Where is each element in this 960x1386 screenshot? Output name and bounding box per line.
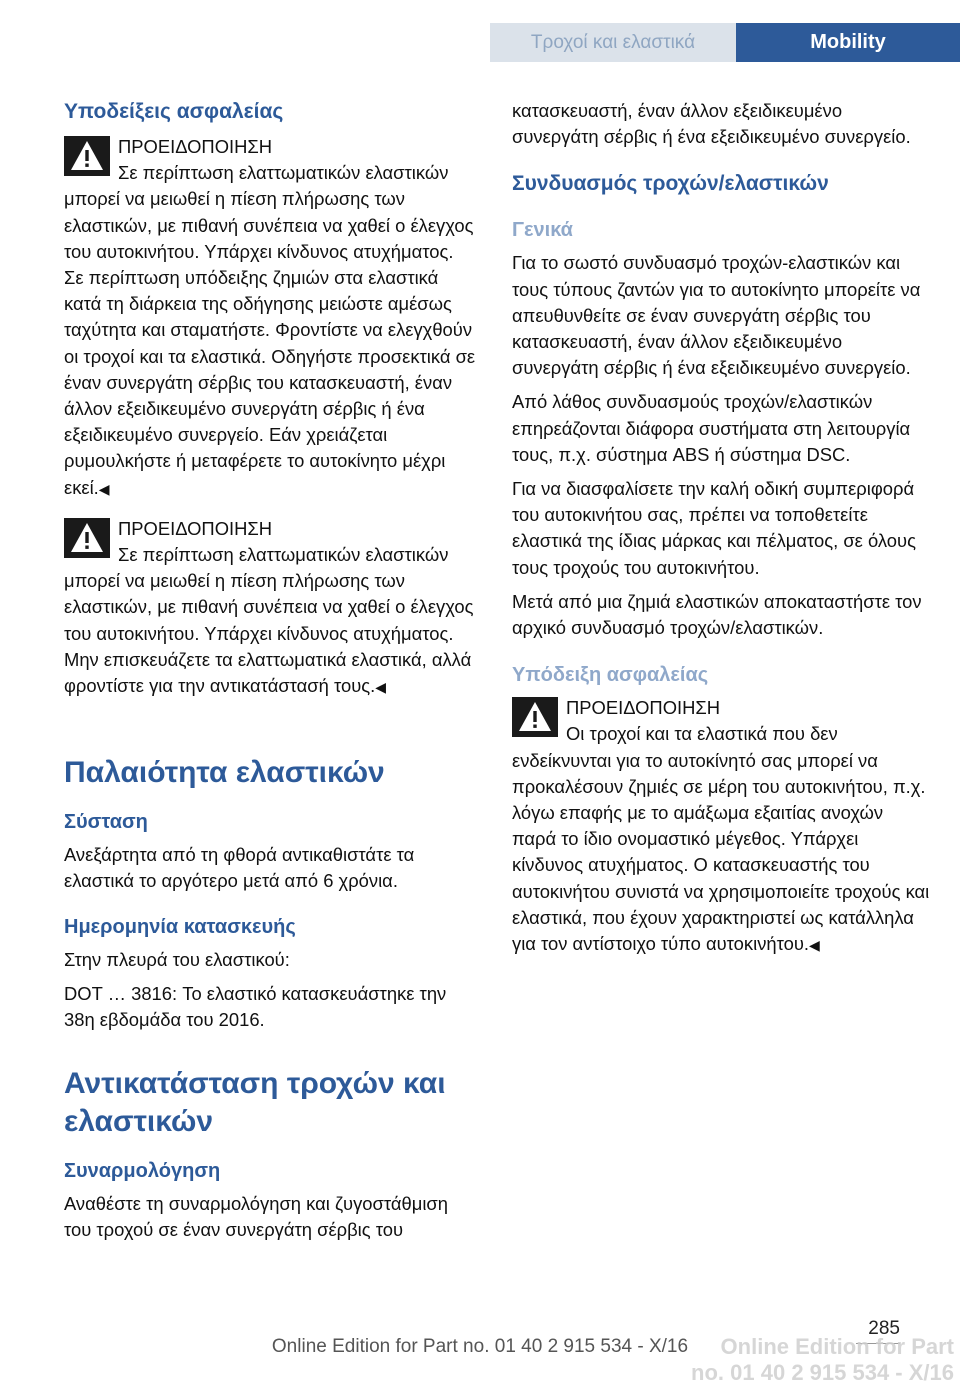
tire-age-heading: Παλαιότητα ελαστικών (64, 756, 385, 790)
general-paragraph-3: Για να διασφαλίσετε την καλή οδική συμπεριφορά του αυτοκινήτου σας, πρέπει να τοποθετείτε ελαστικά της ίδιας μάρκας και πέλματος, σε όλους τους τροχούς του αυτοκινήτου. (512, 478, 916, 578)
safety-heading: Υποδείξεις ασφαλείας (64, 100, 284, 123)
warning-block-1 (64, 134, 478, 502)
watermark: Online Edition for Part no. 01 40 2 915 534 - X/16 (691, 1334, 954, 1385)
page-number: 285 (868, 1318, 900, 1339)
safety-note-heading: Υπόδειξη ασφαλείας (512, 664, 709, 687)
recommendation-heading: Σύσταση (64, 811, 148, 834)
warning-text: Οι τροχοί και τα ελαστικά που δεν ενδείκνυνται για το αυτοκίνητό σας μπορεί να προκαλέσουν ζημιές σε μέρη του αυτοκινήτου, π.χ. λόγω επαφής με το αμάξωμα εξαιτίας ανοχών παρά το ίδιο ονομαστικό μέγεθος. Υπάρχει κίνδυνος ατυχήματος. Ο κατασκευαστής του αυτοκινήτου συνιστά να χρησιμοποιείτε τροχούς και ελαστικά, που έχουν χαρακτηριστεί ως κατάλληλα για τον αντίστοιχο τύπο αυτοκινήτου.◀ (512, 723, 930, 955)
general-paragraph-2: Από λάθος συνδυασμούς τροχών/ελαστικών επηρεάζονται διάφορα συστήματα στη λειτουργία τους, π.χ. σύστημα ABS ή σύστημα DSC. (512, 391, 911, 465)
end-mark: ◀ (809, 937, 820, 954)
assembly-heading: Συναρμολόγηση (64, 1160, 221, 1183)
warning-text: Σε περίπτωση ελαττωματικών ελαστικών μπορεί να μειωθεί η πίεση πλήρωσης των ελαστικών, με πιθανή συνέπεια να χαθεί ο έλεγχος του αυτοκινήτου. Υπάρχει κίνδυνος ατυχήματος. Σε περίπτωση υπόδειξης ζημιών στα ελαστικά κατά τη διάρκεια της οδήγησης μειώστε αμέσως ταχύτητα και σταματήστε. Φροντίστε να ελεγχθούν οι τροχοί και τα ελαστικά. Οδηγήστε προσεκτικά σε έναν συνεργάτη σέρβις του κατασκευαστή, έναν άλλον εξειδικευμένο συνεργάτη σέρβις ή ένα εξειδικευμένο συνεργείο. Εάν χρειάζεται ρυμουλκήστε ή μεταφέρετε το αυτοκίνητο μέχρι εκεί.◀ (64, 162, 476, 498)
replacement-heading: Αντικατάσταση τροχών και ελαστικών (64, 1067, 446, 1139)
general-paragraph-1: Για το σωστό συνδυασμό τροχών-ελαστικών και τους τύπους ζαντών για το αυτοκίνητο μπορείτε να απευθυνθείτε σε έναν συνεργάτη σέρβις του κατασκευαστή, έναν άλλον εξειδικευμένο συνεργάτη σέρβις ή ένα εξειδικευμένο συνεργείο. (512, 252, 921, 379)
warning-triangle-icon (64, 136, 110, 176)
assembly-text: Αναθέστε τη συναρμολόγηση και ζυγοστάθμιση του τροχού σε έναν συνεργάτη σέρβις του (64, 1193, 449, 1241)
manufacture-date-heading: Ημερομηνία κατασκευής (64, 915, 296, 938)
chapter-tab: Mobility (736, 23, 960, 62)
general-paragraph-4: Μετά από μια ζημιά ελαστικών αποκαταστήστε τον αρχικό συνδυασμό τροχών/ελαστικών. (512, 590, 922, 639)
warning-block-3 (512, 695, 930, 958)
warning-text: Σε περίπτωση ελαττωματικών ελαστικών μπορεί να μειωθεί η πίεση πλήρωσης των ελαστικών, με πιθανή συνέπεια να χαθεί ο έλεγχος του αυτοκινήτου. Υπάρχει κίνδυνος ατυχήματος. Μην επισκευάζετε τα ελαττωματικά ελαστικά, αλλά φροντίστε για την αντικατάστασή τους.◀ (64, 544, 474, 697)
assembly-text-continued: κατασκευαστή, έναν άλλον εξειδικευμένο συνεργάτη σέρβις ή ένα εξειδικευμένο συνεργείο. (512, 100, 911, 148)
edition-footer: Online Edition for Part no. 01 40 2 915 534 - X/16 (271, 1336, 689, 1357)
warning-triangle-icon (512, 697, 558, 737)
dot-code-text: DOT … 3816: Το ελαστικό κατασκευάστηκε την 38η εβδομάδα του 2016. (64, 982, 447, 1031)
manufacture-date-text: Στην πλευρά του ελαστικού: (64, 948, 290, 970)
general-heading: Γενικά (512, 219, 573, 242)
warning-block-2 (64, 516, 478, 700)
left-column (64, 98, 478, 1252)
recommendation-text: Ανεξάρτητα από τη φθορά αντικαθιστάτε τα ελαστικά το αργότερο μετά από 6 χρόνια. (64, 844, 415, 892)
warning-label: ΠΡΟΕΙΔΟΠΟΙΗΣΗ (118, 136, 273, 157)
right-column (512, 98, 930, 972)
end-mark: ◀ (375, 679, 387, 696)
warning-label: ΠΡΟΕΙΔΟΠΟΙΗΣΗ (118, 517, 273, 539)
page-header (0, 0, 960, 62)
warning-label: ΠΡΟΕΙΔΟΠΟΙΗΣΗ (566, 697, 721, 719)
end-mark: ◀ (98, 480, 110, 497)
warning-triangle-icon (64, 518, 110, 558)
wheel-tire-combination-heading: Συνδυασμός τροχών/ελαστικών (512, 172, 829, 196)
section-tab: Τροχοί και ελαστικά (490, 23, 736, 62)
